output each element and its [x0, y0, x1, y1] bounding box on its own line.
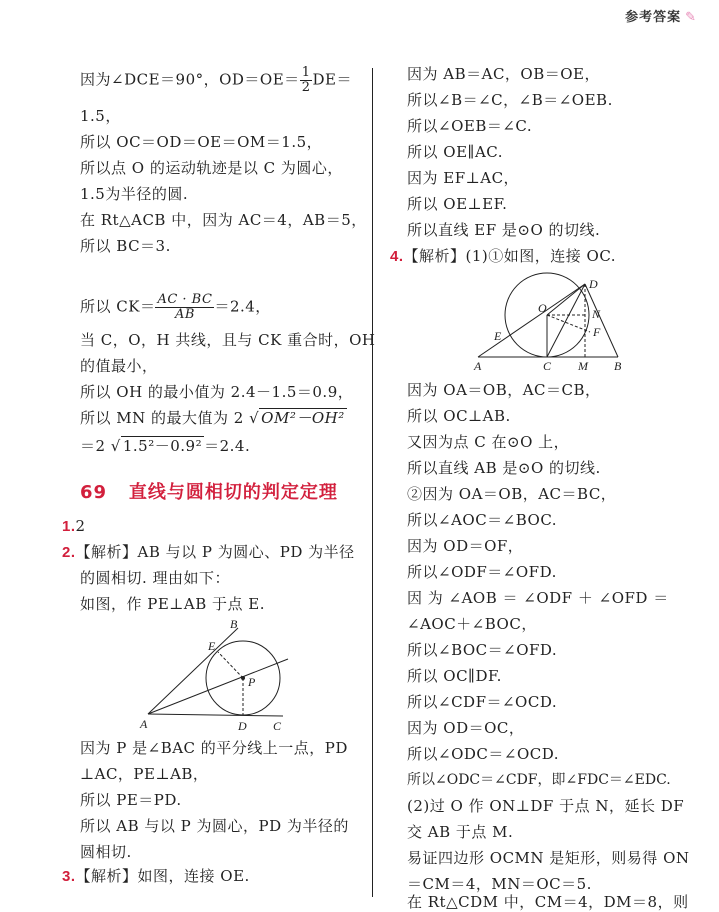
- answer-2-line-3: 如图，作 PE⊥AB 于点 E.: [80, 595, 266, 613]
- segment-dc: [547, 284, 585, 357]
- right-line-26: 易证四边形 OCMN 是矩形，则易得 ON: [407, 849, 690, 867]
- right-line-28-cut: 在 Rt△CDM 中，CM＝4，DM＝8，则: [407, 893, 689, 911]
- right-line-3: 所以∠OEB＝∠C.: [407, 117, 533, 135]
- figure-tangent-circle: [468, 268, 628, 376]
- right-line-7: 所以直线 EF 是⊙O 的切线.: [407, 221, 601, 239]
- right-line-22: 所以∠ODC＝∠OCD.: [407, 745, 559, 763]
- label-c: C: [273, 719, 282, 733]
- answer-2-line-2: 的圆相切. 理由如下：: [80, 569, 231, 587]
- right-line-8: 因为 OA＝OB，AC＝CB，: [407, 381, 601, 399]
- right-line-12: ②因为 OA＝OB，AC＝BC，: [407, 485, 617, 503]
- right-line-27: ＝CM＝4，MN＝OC＝5.: [407, 875, 592, 893]
- right-line-5: 因为 EF⊥AC，: [407, 169, 520, 187]
- left-line-8: 所以 CK＝ $\frac{AC \cdot BC}{AB}$ ＝2.4，: [80, 292, 271, 322]
- right-line-10: 又因为点 C 在⊙O 上，: [407, 433, 570, 451]
- left-line-7: 所以 BC＝3.: [80, 237, 171, 255]
- section-heading: [80, 478, 338, 504]
- line-ab: [148, 628, 238, 714]
- right-line-20: 所以∠CDF＝∠OCD.: [407, 693, 558, 711]
- label-o: O: [538, 301, 547, 315]
- right-line-18: 所以∠BOC＝∠OFD.: [407, 641, 558, 659]
- right-line-25: 交 AB 于点 M.: [407, 823, 514, 841]
- answer-2-line-4: 因为 P 是∠BAC 的平分线上一点，PD: [80, 739, 348, 757]
- right-line-14: 因为 OD＝OF，: [407, 537, 524, 555]
- label-p: P: [248, 675, 256, 689]
- answer-2-line-7: 所以 AB 与以 P 为圆心，PD 为半径的: [80, 817, 349, 835]
- page-header: [625, 6, 697, 25]
- label-b: B: [230, 617, 238, 631]
- section-number: 69: [80, 482, 108, 503]
- line-ac: [148, 714, 283, 716]
- label-e: E: [208, 639, 216, 653]
- right-line-11: 所以直线 AB 是⊙O 的切线.: [407, 459, 601, 477]
- right-line-19: 所以 OC∥DF.: [407, 667, 502, 685]
- label-b: B: [614, 359, 622, 373]
- right-line-15: 所以∠ODF＝∠OFD.: [407, 563, 557, 581]
- header-title: 参考答案: [625, 10, 682, 25]
- right-line-1: 因为 AB＝AC，OB＝OE，: [407, 65, 601, 83]
- left-line-3: 所以 OC＝OD＝OE＝OM＝1.5，: [80, 133, 323, 151]
- label-m: M: [578, 359, 588, 373]
- left-line-1: 因为∠DCE＝90°，OD＝OE＝ $\frac{1}{2}$ DE＝: [80, 65, 352, 95]
- fraction-half: $\frac{1}{2}$: [301, 65, 311, 95]
- right-line-24: (2)过 O 作 ON⊥DF 于点 N，延长 DF: [407, 797, 685, 815]
- label-n: N: [592, 307, 601, 321]
- left-line-13: ＝2 √ 1.5²－0.9² ＝2.4.: [80, 437, 251, 455]
- left-line-10: 的值最小，: [80, 357, 158, 375]
- right-line-23: 所以∠ODC＝∠CDF，即∠FDC＝∠EDC.: [407, 772, 671, 788]
- label-f: F: [593, 325, 601, 339]
- left-line-2: 1.5，: [80, 107, 121, 125]
- answer-4-line-1: 4.【解析】(1)①如图，连接 OC.: [390, 247, 617, 265]
- line-a-to-d: [478, 284, 585, 357]
- right-line-17: ∠AOC＋∠BOC，: [407, 615, 537, 633]
- left-line-11: 所以 OH 的最小值为 2.4－1.5＝0.9，: [80, 383, 354, 401]
- left-line-4: 所以点 O 的运动轨迹是以 C 为圆心，: [80, 159, 343, 177]
- right-line-6: 所以 OE⊥EF.: [407, 195, 508, 213]
- segment-pe: [218, 652, 243, 678]
- label-d: D: [238, 719, 247, 733]
- answer-2-line-5: ⊥AC，PE⊥AB，: [80, 765, 209, 783]
- right-line-9: 所以 OC⊥AB.: [407, 407, 511, 425]
- right-line-16: 因 为 ∠AOB ＝ ∠ODF ＋ ∠OFD ＝: [407, 589, 669, 607]
- label-e: E: [494, 329, 502, 343]
- figure-angle-bisector: [138, 614, 298, 736]
- label-c: C: [543, 359, 552, 373]
- fraction-ck: $\frac{AC \cdot BC}{AB}$: [157, 292, 213, 322]
- right-line-4: 所以 OE∥AC.: [407, 143, 503, 161]
- right-line-2: 所以∠B＝∠C，∠B＝∠OEB.: [407, 91, 613, 109]
- answer-2-line-6: 所以 PE＝PD.: [80, 791, 182, 809]
- left-line-9: 当 C，O，H 共线，且与 CK 重合时，OH: [80, 331, 376, 349]
- point-p: [241, 676, 245, 680]
- answer-2-line-8: 圆相切.: [80, 843, 132, 861]
- segment-od: [547, 284, 585, 315]
- section-title: 直线与圆相切的判定定理: [128, 482, 338, 503]
- left-line-6: 在 Rt△ACB 中，因为 AC＝4，AB＝5，: [80, 211, 367, 229]
- right-line-13: 所以∠AOC＝∠BOC.: [407, 511, 558, 529]
- answer-2-line-1: 2.【解析】AB 与以 P 为圆心、PD 为半径: [62, 543, 355, 561]
- column-divider: [372, 68, 373, 897]
- left-line-12: 所以 MN 的最大值为 2 √ OM²－OH²: [80, 409, 345, 427]
- segment-of: [547, 315, 590, 332]
- left-line-5: 1.5为半径的圆.: [80, 185, 189, 203]
- right-line-21: 因为 OD＝OC，: [407, 719, 525, 737]
- answer-1: 1.2: [62, 517, 86, 535]
- label-a: A: [474, 359, 482, 373]
- label-d: D: [589, 277, 598, 291]
- line-d-to-b: [585, 284, 618, 357]
- label-a: A: [140, 717, 148, 731]
- answer-3-line-1: 3.【解析】如图，连接 OE.: [62, 867, 250, 885]
- pencil-icon: ✎: [685, 10, 697, 25]
